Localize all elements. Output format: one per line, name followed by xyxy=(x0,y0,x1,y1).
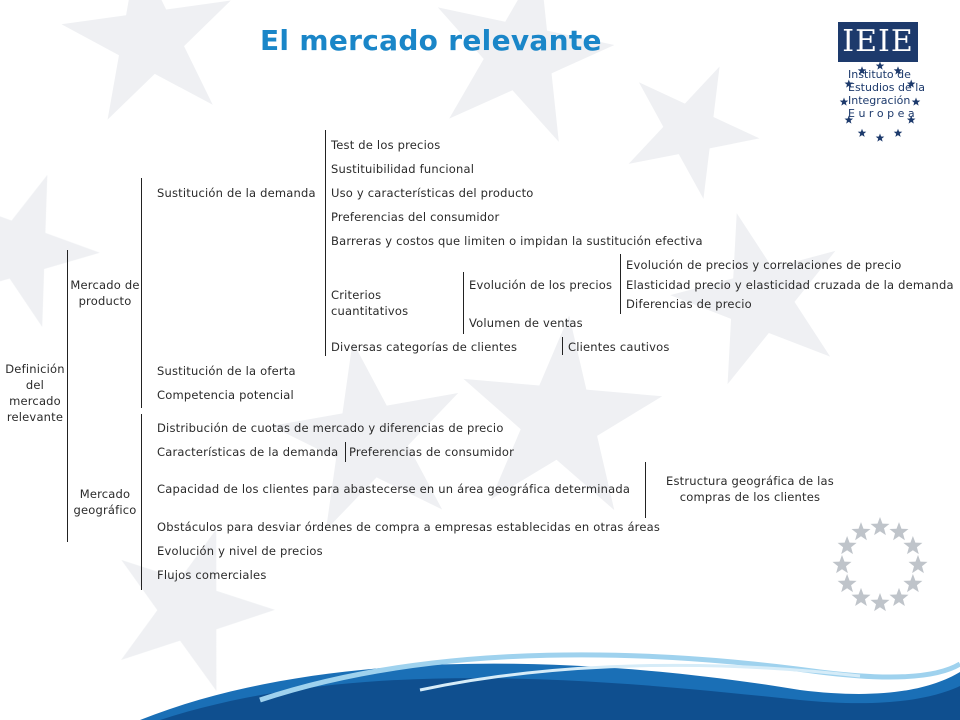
node-elasticidad: Elasticidad precio y elasticidad cruzada de la demanda xyxy=(626,278,954,292)
node-criterios-cuantitativos: Criterios cuantitativos xyxy=(331,288,409,318)
ring-star-icon xyxy=(838,574,857,592)
node-sustituibilidad: Sustituibilidad funcional xyxy=(331,162,475,176)
ring-star-icon xyxy=(876,134,885,142)
ring-star-icon xyxy=(889,522,908,540)
ring-star-icon xyxy=(870,517,889,535)
producto-bracket xyxy=(141,178,142,408)
node-mercado-producto: Mercado de producto xyxy=(70,278,140,308)
node-sustitucion-demanda: Sustitución de la demanda xyxy=(157,186,316,200)
node-obstaculos: Obstáculos para desviar órdenes de compra a empresas establecidas en otras áreas xyxy=(157,520,661,534)
eu-star-ring-icon xyxy=(832,517,927,611)
ring-star-icon xyxy=(894,129,903,137)
node-categorias-clientes: Diversas categorías de clientes xyxy=(331,340,518,354)
node-clientes-cautivos: Clientes cautivos xyxy=(568,340,670,354)
node-mercado-geografico: Mercado geográfico xyxy=(73,487,137,517)
caracteristicas-bracket xyxy=(345,442,346,462)
logo-line-2: Estudios de la xyxy=(848,81,926,94)
demanda-bracket xyxy=(325,130,326,356)
logo-line-1: Instituto de xyxy=(848,68,911,81)
node-sustitucion-oferta: Sustitución de la oferta xyxy=(157,364,296,378)
ring-star-icon xyxy=(840,98,849,106)
logo-line-4: E u r o p e a xyxy=(848,107,915,120)
ring-star-icon xyxy=(851,522,870,540)
ring-star-icon xyxy=(903,574,922,592)
ring-star-icon xyxy=(889,588,908,606)
node-estructura-geografica: Estructura geográfica de las compras de los clientes xyxy=(666,474,834,504)
ring-star-icon xyxy=(912,98,921,106)
ring-star-icon xyxy=(858,129,867,137)
ring-star-icon xyxy=(908,555,927,573)
ring-star-icon xyxy=(832,555,851,573)
node-caracteristicas-demanda: Características de la demanda xyxy=(157,445,339,459)
node-evolucion-precios: Evolución de los precios xyxy=(469,278,613,292)
ring-star-icon xyxy=(851,588,870,606)
ring-star-icon xyxy=(903,536,922,554)
categorias-bracket xyxy=(562,337,563,355)
slide-title: El mercado relevante xyxy=(260,24,602,57)
node-capacidad-clientes: Capacidad de los clientes para abastecerse en un área geográfica determinada xyxy=(157,482,631,496)
ring-star-icon xyxy=(838,536,857,554)
ieie-logo xyxy=(838,22,924,142)
logo-line-3: Integración xyxy=(848,94,911,107)
root-node: Definición del mercado relevante xyxy=(5,362,65,424)
capacidad-bracket xyxy=(645,462,646,518)
logo-mark: IEIE xyxy=(838,22,918,62)
node-preferencias-de-consumidor: Preferencias de consumidor xyxy=(349,445,515,459)
evolucion-bracket xyxy=(620,254,621,314)
node-competencia-potencial: Competencia potencial xyxy=(157,388,294,402)
node-diferencias-precio: Diferencias de precio xyxy=(626,297,752,311)
node-flujos-comerciales: Flujos comerciales xyxy=(157,568,267,582)
node-volumen-ventas: Volumen de ventas xyxy=(469,316,583,330)
ring-star-icon xyxy=(870,593,889,611)
node-preferencias-consumidor: Preferencias del consumidor xyxy=(331,210,500,224)
node-correlaciones-precio: Evolución de precios y correlaciones de precio xyxy=(626,258,902,272)
cuantitativos-bracket xyxy=(463,272,464,334)
geografico-bracket xyxy=(141,414,142,590)
node-barreras: Barreras y costos que limiten o impidan la sustitución efectiva xyxy=(331,234,703,248)
node-cuotas-mercado: Distribución de cuotas de mercado y diferencias de precio xyxy=(157,421,504,435)
node-evolucion-nivel-precios: Evolución y nivel de precios xyxy=(157,544,323,558)
wave-decoration xyxy=(140,655,960,720)
node-test-precios: Test de los precios xyxy=(331,138,441,152)
node-uso-caracteristicas: Uso y características del producto xyxy=(331,186,534,200)
